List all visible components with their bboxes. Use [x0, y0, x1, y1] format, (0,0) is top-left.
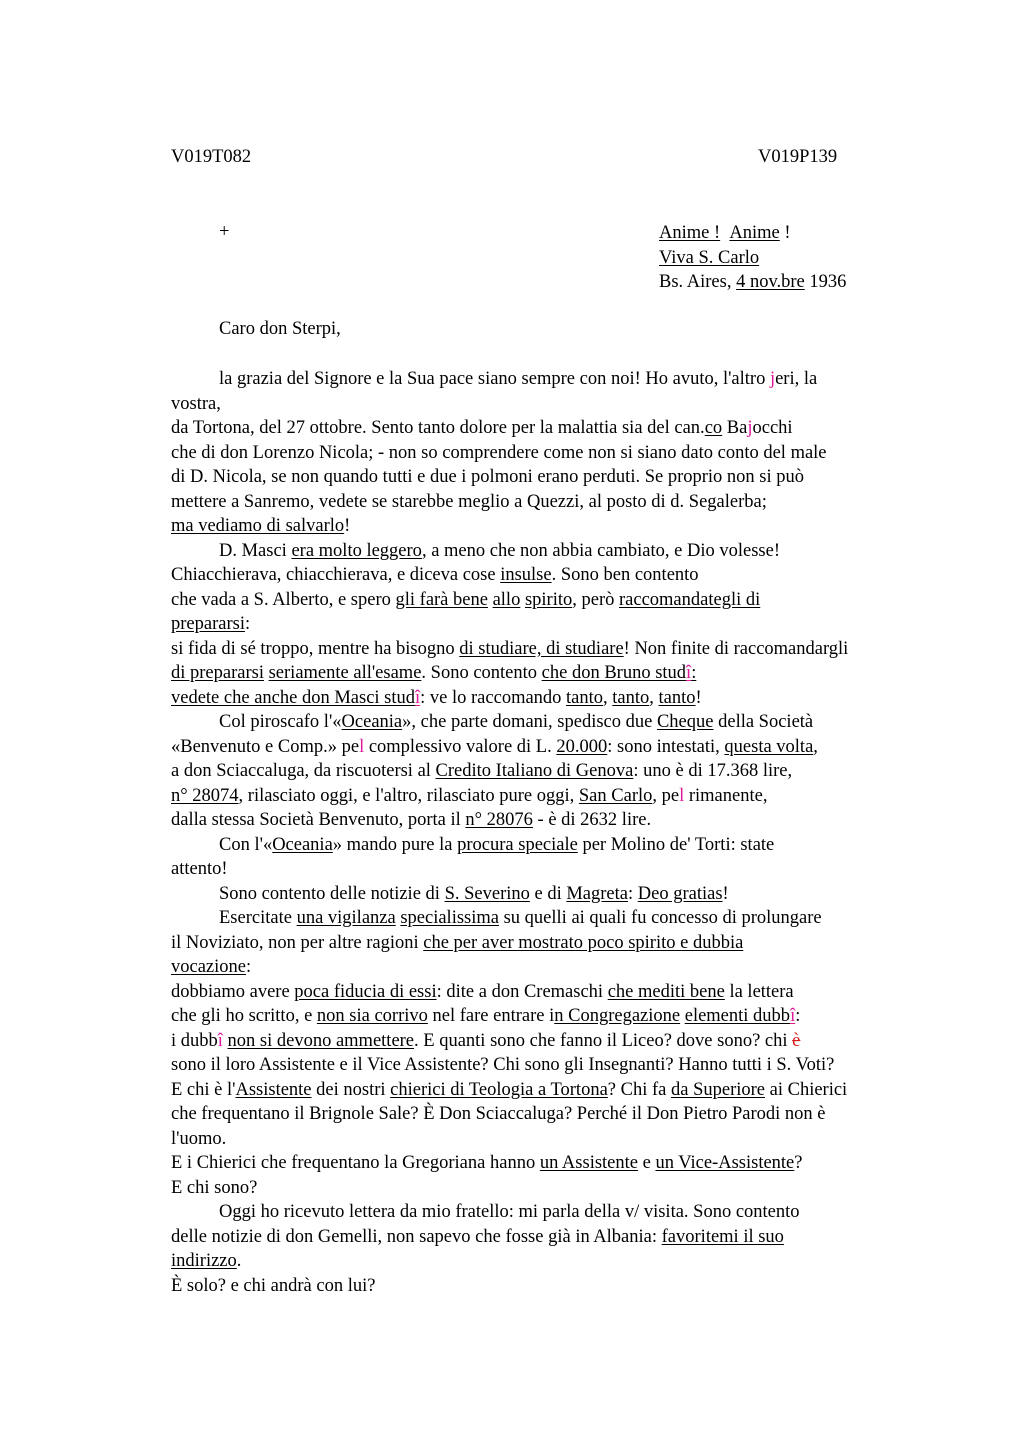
body-line: E chi è l'Assistente dei nostri chierici di Teologia a Tortona? Chi fa da Superiore ai Chierici — [171, 1079, 848, 1100]
body-line: che di don Lorenzo Nicola; - non so comprendere come non si siano dato conto del male — [171, 442, 827, 463]
body-line: E i Chierici che frequentano la Gregoriana hanno un Assistente e un Vice-Assistente? — [171, 1153, 803, 1173]
viva-text: Viva S. Carlo — [659, 247, 760, 268]
body-line: a don Sciaccaluga, da riscuotersi al Credito Italiano di Genova: uno è di 17.368 lire, — [171, 761, 793, 781]
body-line: ma vediamo di salvarlo! — [171, 516, 351, 536]
body-line: da Tortona, del 27 ottobre. Sento tanto dolore per la malattia sia del can.co Bajocchi — [171, 418, 793, 438]
body-line: indirizzo. — [171, 1251, 242, 1271]
body-line: Col piroscafo l'«Oceania», che parte domani, spedisco due Cheque della Società — [219, 712, 814, 732]
body-line: i dubbî non si devono ammettere. E quanti sono che fanno il Liceo? dove sono? chi è — [171, 1030, 801, 1051]
body-line: di D. Nicola, se non quando tutti e due i polmoni erano perduti. Se proprio non si può — [171, 467, 805, 487]
motto-line — [659, 221, 846, 246]
body-line: che vada a S. Alberto, e spero gli farà bene allo spirito, però raccomandategli di — [171, 589, 761, 610]
body-line: È solo? e chi andrà con lui? — [171, 1275, 376, 1296]
body-line: Esercitate una vigilanza specialissima su quelli ai quali fu concesso di prolungare — [219, 908, 822, 928]
body-line: Con l'«Oceania» mando pure la procura speciale per Molino de' Torti: state — [219, 834, 775, 855]
place: Bs. Aires, — [659, 272, 732, 292]
body-line: Chiacchierava, chiacchierava, e diceva cose insulse. Sono ben contento — [171, 565, 699, 585]
body-line: Oggi ho ricevuto lettera da mio fratello: mi parla della v/ visita. Sono contento — [219, 1202, 800, 1222]
body-line: delle notizie di don Gemelli, non sapevo che fosse già in Albania: favoritemi il suo — [171, 1226, 784, 1247]
document-code-left: V019T082 — [171, 147, 252, 167]
body-line: vedete che anche don Masci studî: ve lo raccomando tanto, tanto, tanto! — [171, 687, 702, 708]
body-line: di prepararsi seriamente all'esame. Sono contento che don Bruno studî: — [171, 663, 697, 683]
body-line: vocazione: — [171, 957, 252, 977]
letter-heading — [659, 221, 846, 295]
body-line: il Noviziato, non per altre ragioni che per aver mostrato poco spirito e dubbia — [171, 932, 744, 953]
motto-part-3: ! — [784, 223, 791, 243]
body-line: vostra, — [171, 393, 221, 414]
body-line: E chi sono? — [171, 1177, 258, 1198]
motto-part-1: Anime ! — [659, 223, 721, 243]
body-line: prepararsi: — [171, 614, 251, 634]
body-line: Sono contento delle notizie di S. Severino e di Magreta: Deo gratias! — [219, 883, 729, 904]
motto-part-2: Anime — [729, 223, 780, 243]
body-line: attento! — [171, 859, 228, 879]
body-line: D. Masci era molto leggero, a meno che non abbia cambiato, e Dio volesse! — [219, 540, 780, 561]
date: 4 nov.bre — [736, 272, 805, 292]
body-line: dobbiamo avere poca fiducia di essi: dite a don Cremaschi che mediti bene la lettera — [171, 981, 794, 1002]
body-line: sono il loro Assistente e il Vice Assistente? Chi sono gli Insegnanti? Hanno tutti i S. Voti? — [171, 1055, 835, 1075]
viva-line — [659, 246, 846, 271]
body-line: che frequentano il Brignole Sale? È Don Sciaccaluga? Perché il Don Pietro Parodi non è — [171, 1104, 826, 1124]
document-code-right: V019P139 — [758, 147, 838, 167]
place-date-line — [659, 270, 846, 295]
body-line: mettere a Sanremo, vedete se starebbe meglio a Quezzi, al posto di d. Segalerba; — [171, 491, 767, 512]
letter-body — [171, 367, 961, 1298]
body-line: l'uomo. — [171, 1128, 227, 1149]
body-line: «Benvenuto e Comp.» pel complessivo valore di L. 20.000: sono intestati, questa volta, — [171, 736, 818, 757]
body-line: n° 28074, rilasciato oggi, e l'altro, rilasciato pure oggi, San Carlo, pel rimanente, — [171, 785, 768, 806]
body-line: che gli ho scritto, e non sia corrivo nel fare entrare in Congregazione elementi dubbî: — [171, 1006, 801, 1026]
body-line: si fida di sé troppo, mentre ha bisogno di studiare, di studiare! Non finite di raccomandargli — [171, 638, 849, 659]
cross-mark: + — [219, 222, 230, 242]
salutation: Caro don Sterpi, — [219, 319, 341, 339]
year: 1936 — [809, 272, 847, 292]
body-line: dalla stessa Società Benvenuto, porta il n° 28076 - è di 2632 lire. — [171, 810, 652, 830]
body-line: la grazia del Signore e la Sua pace siano sempre con noi! Ho avuto, l'altro jeri, la — [219, 369, 818, 389]
